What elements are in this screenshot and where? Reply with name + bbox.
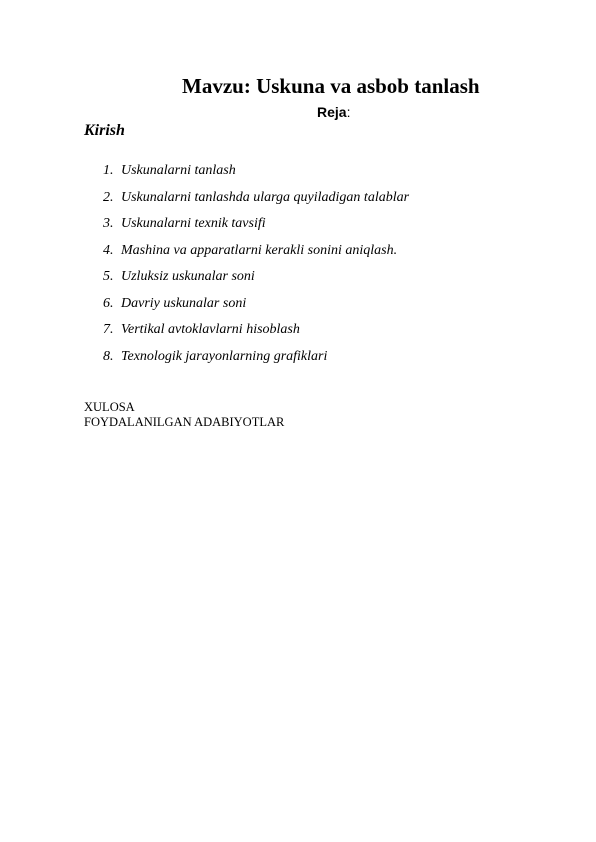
- plan-item-text: Uzluksiz uskunalar soni: [121, 269, 255, 284]
- plan-item: [103, 269, 409, 296]
- plan-item-number: 7.: [103, 322, 114, 337]
- plan-list: [103, 163, 409, 375]
- plan-heading-colon: :: [346, 104, 351, 120]
- plan-item-number: 5.: [103, 269, 114, 284]
- plan-item-text: Mashina va apparatlarni kerakli sonini aniqlash.: [121, 242, 398, 258]
- page-title: Mavzu: Uskuna va asbob tanlash: [182, 74, 480, 98]
- plan-item-number: 8.: [103, 348, 114, 364]
- plan-item-text: Texnologik jarayonlarning grafiklari: [121, 348, 328, 364]
- plan-item-text: Uskunalarni tanlash: [121, 163, 236, 178]
- plan-item: [103, 163, 409, 190]
- plan-item: [103, 243, 409, 270]
- conclusion-heading: XULOSA: [84, 400, 135, 414]
- plan-item-number: 3.: [103, 216, 114, 231]
- plan-item-number: 4.: [103, 242, 114, 258]
- plan-item-text: Uskunalarni tanlashda ularga quyiladigan talablar: [121, 189, 410, 205]
- plan-item: [103, 296, 409, 323]
- plan-item: [103, 190, 409, 217]
- plan-item-text: Uskunalarni texnik tavsifi: [121, 216, 266, 231]
- plan-item-text: Davriy uskunalar soni: [121, 295, 247, 311]
- plan-item-number: 2.: [103, 189, 114, 205]
- plan-item: [103, 216, 409, 243]
- references-heading: FOYDALANILGAN ADABIYOTLAR: [84, 415, 285, 429]
- plan-item: [103, 322, 409, 349]
- intro-heading: Kirish: [84, 122, 125, 139]
- plan-heading: [317, 104, 350, 120]
- plan-item: [103, 349, 409, 376]
- plan-item-number: 6.: [103, 295, 114, 311]
- plan-item-number: 1.: [103, 163, 114, 178]
- plan-item-text: Vertikal avtoklavlarni hisoblash: [121, 322, 300, 337]
- plan-heading-label: Reja: [317, 104, 347, 120]
